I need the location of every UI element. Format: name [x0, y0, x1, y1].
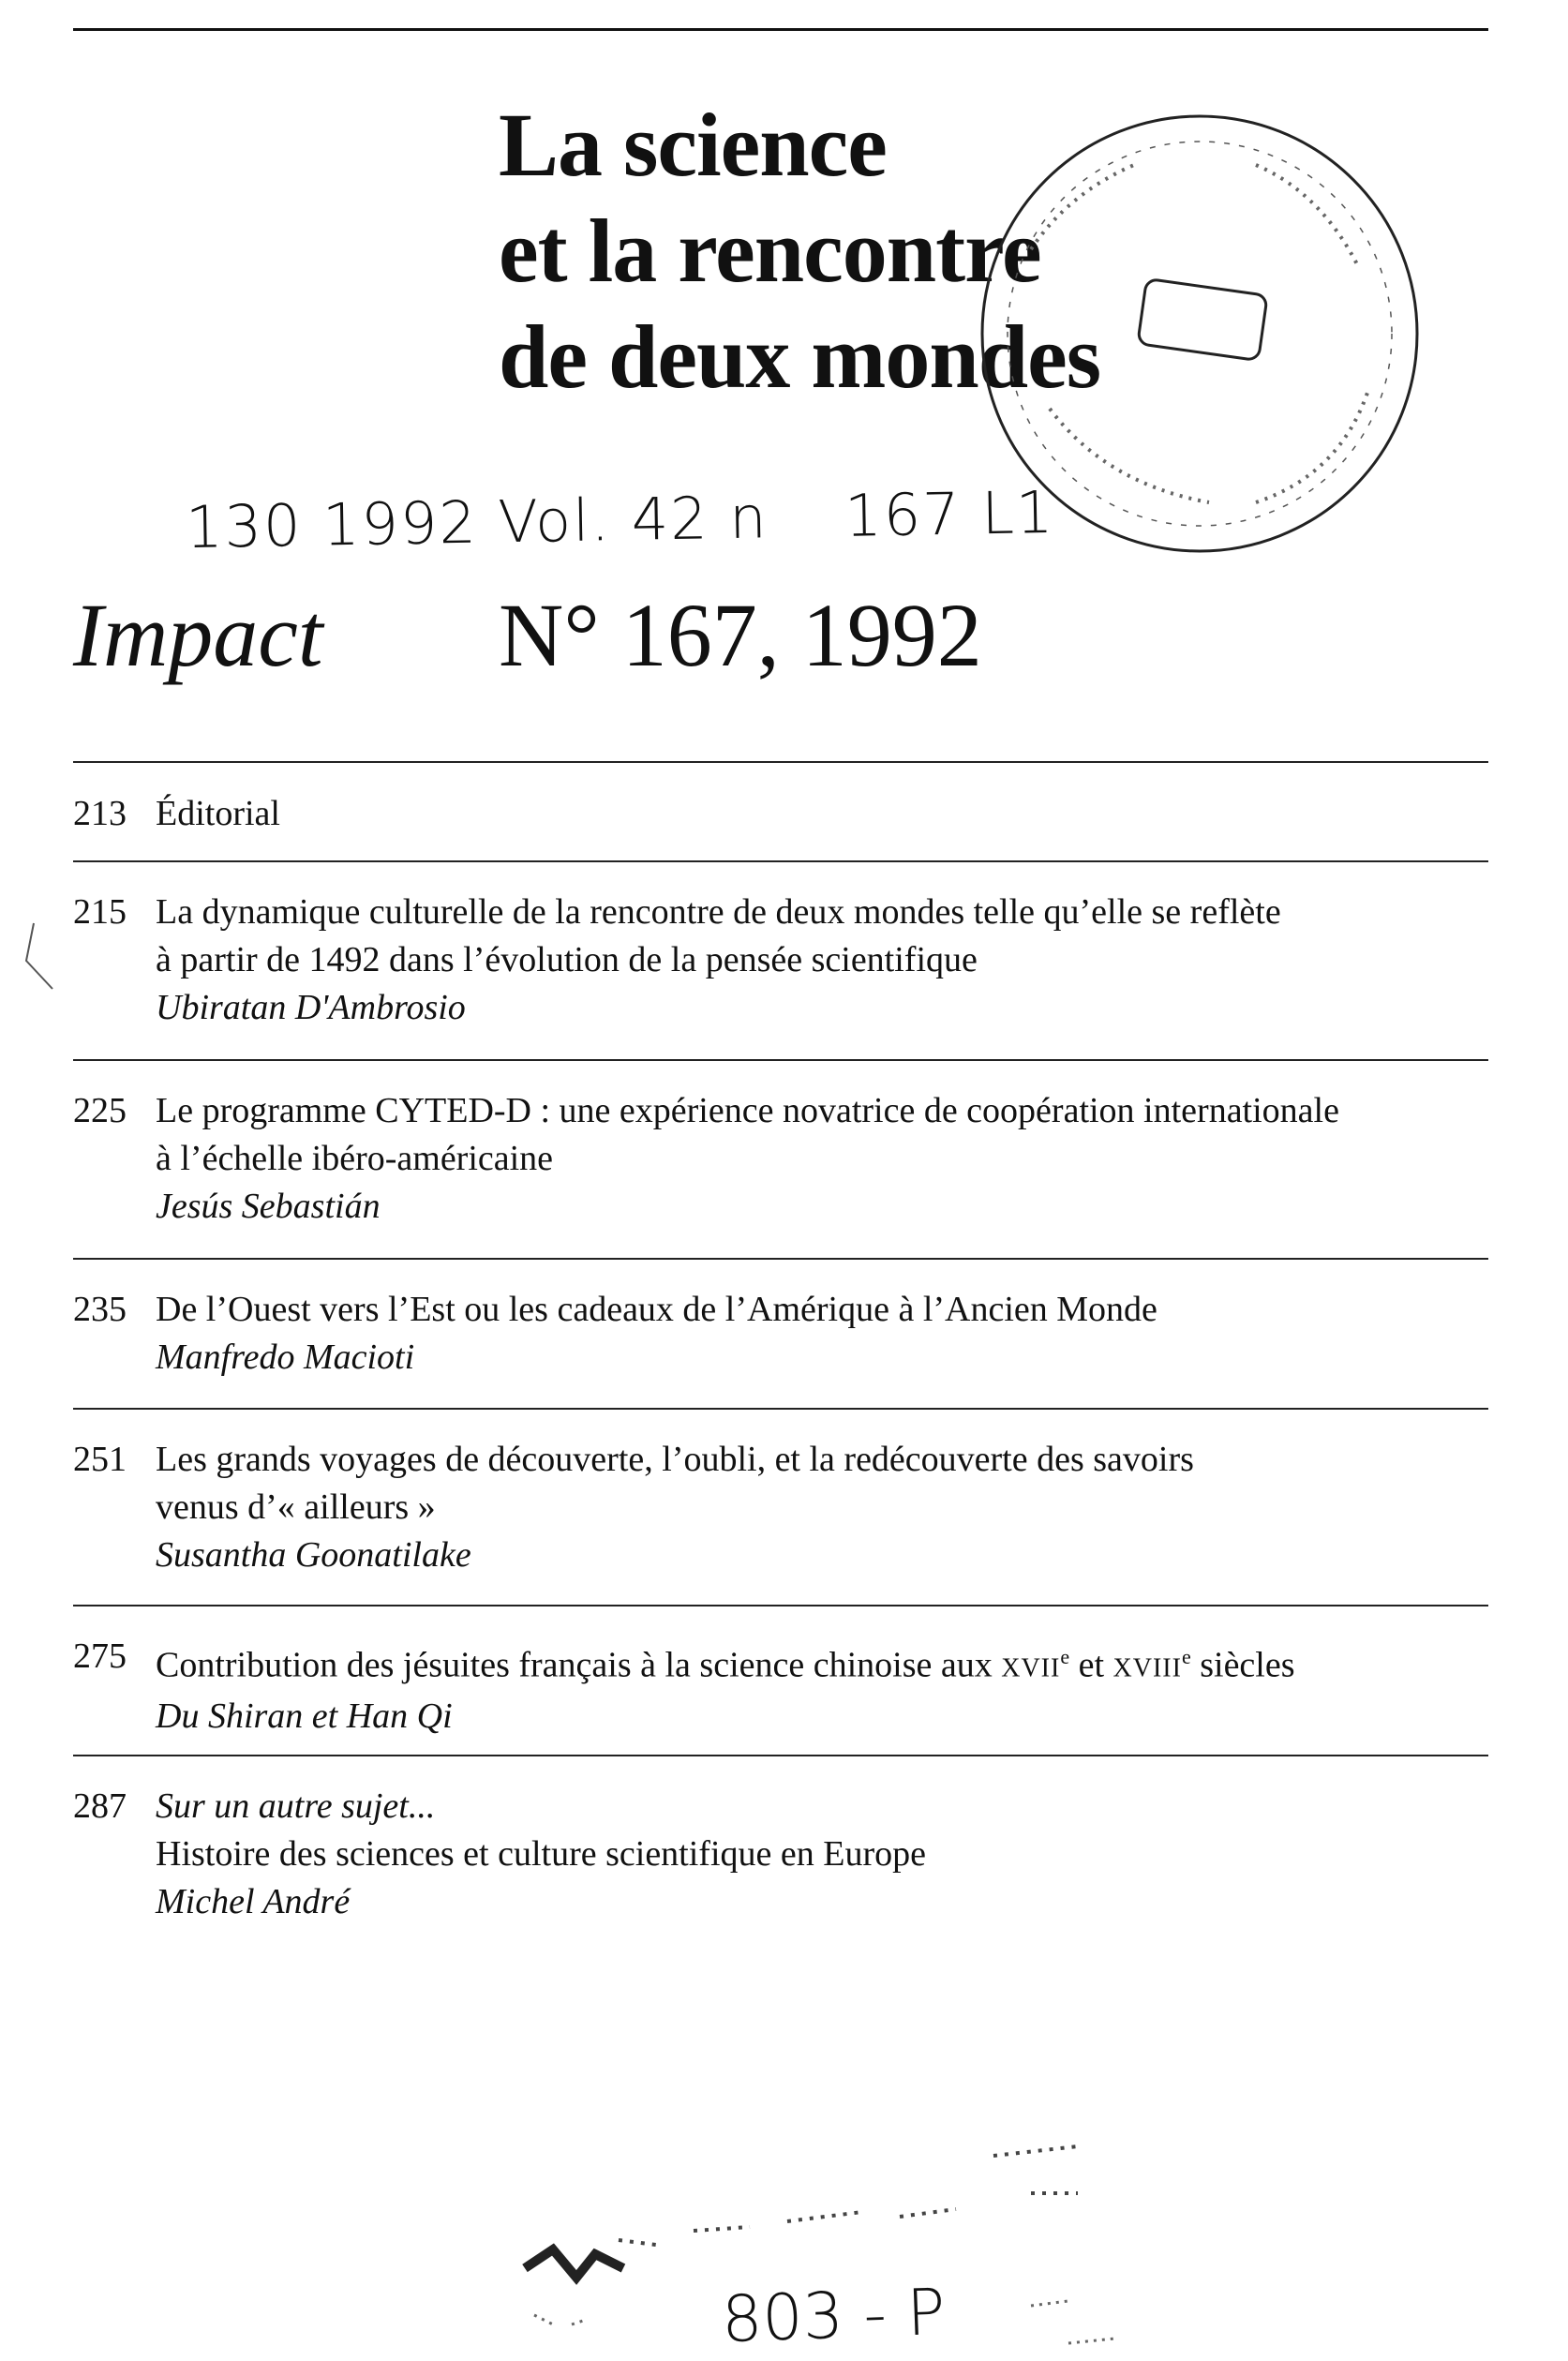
toc-author: Du Shiran et Han Qi — [156, 1696, 453, 1736]
toc-entry — [73, 790, 1488, 838]
title-line-2: et la rencontre — [499, 201, 1041, 301]
separator — [73, 1605, 1488, 1606]
separator — [73, 1059, 1488, 1061]
issue-number: N° 167, 1992 — [499, 585, 982, 685]
toc-page-number: 287 — [73, 1786, 127, 1826]
toc-entry — [73, 1783, 1488, 1926]
toc-title-line: La dynamique culturelle de la rencontre de deux mondes telle qu’elle se reflète — [156, 892, 1281, 932]
century-18-sup: e — [1181, 1645, 1191, 1668]
handwritten-code: 803 - P — [720, 2275, 947, 2358]
toc-page-number: 251 — [73, 1440, 127, 1479]
century-18: XVIII — [1113, 1653, 1182, 1683]
toc-title-line: venus d’« ailleurs » — [156, 1487, 436, 1527]
separator — [73, 761, 1488, 763]
toc-entry — [73, 1436, 1488, 1579]
separator — [73, 860, 1488, 862]
top-rule — [73, 28, 1488, 31]
toc-entry — [73, 889, 1488, 1032]
toc-author: Susantha Goonatilake — [156, 1535, 471, 1575]
toc-author: Jesús Sebastián — [156, 1187, 381, 1226]
handwritten-issue: 167 L1 — [844, 477, 1055, 550]
toc-author: Michel André — [156, 1882, 351, 1921]
century-17-sup: e — [1060, 1645, 1070, 1668]
handwritten-call-number — [185, 478, 1055, 561]
toc-title-line: De l’Ouest vers l’Est ou les cadeaux de l’Amérique à l’Ancien Monde — [156, 1290, 1157, 1329]
toc-section-label: Sur un autre sujet... — [156, 1786, 436, 1826]
separator — [73, 1408, 1488, 1410]
toc-author: Manfredo Macioti — [156, 1337, 415, 1377]
toc-page-number: 213 — [73, 794, 127, 833]
toc-title-mid: et — [1069, 1645, 1113, 1685]
toc-page-number: 225 — [73, 1091, 127, 1130]
toc-title-line: Histoire des sciences et culture scientifique en Europe — [156, 1834, 926, 1874]
toc-entry — [73, 1286, 1488, 1382]
separator — [73, 1258, 1488, 1260]
toc-entry — [73, 1087, 1488, 1231]
toc-title-line: à partir de 1492 dans l’évolution de la pensée scientifique — [156, 940, 978, 979]
title-line-1: La science — [499, 95, 887, 195]
title-line-3: de deux mondes — [499, 306, 1101, 407]
toc-title-line: à l’échelle ibéro-américaine — [156, 1139, 554, 1178]
toc-title-line — [156, 1633, 1488, 1693]
toc-author: Ubiratan D'Ambrosio — [156, 988, 466, 1027]
toc-page-number: 215 — [73, 892, 127, 932]
toc-title: Éditorial — [156, 794, 280, 833]
toc-page-number: 275 — [73, 1636, 127, 1676]
century-17: XVII — [1001, 1653, 1061, 1683]
toc-title-line: Le programme CYTED-D : une expérience novatrice de coopération internationale — [156, 1091, 1339, 1130]
toc-title-suffix: siècles — [1190, 1645, 1295, 1685]
toc-entry — [73, 1633, 1488, 1741]
separator — [73, 1755, 1488, 1756]
margin-mark — [6, 919, 62, 994]
toc-title-line: Les grands voyages de découverte, l’oubli, et la redécouverte des savoirs — [156, 1440, 1194, 1479]
handwritten-text: 130 1992 Vol. 42 n — [185, 483, 769, 562]
journal-name: Impact — [73, 585, 323, 685]
toc-page-number: 235 — [73, 1290, 127, 1329]
toc-title-prefix: Contribution des jésuites français à la science chinoise aux — [156, 1645, 1002, 1685]
